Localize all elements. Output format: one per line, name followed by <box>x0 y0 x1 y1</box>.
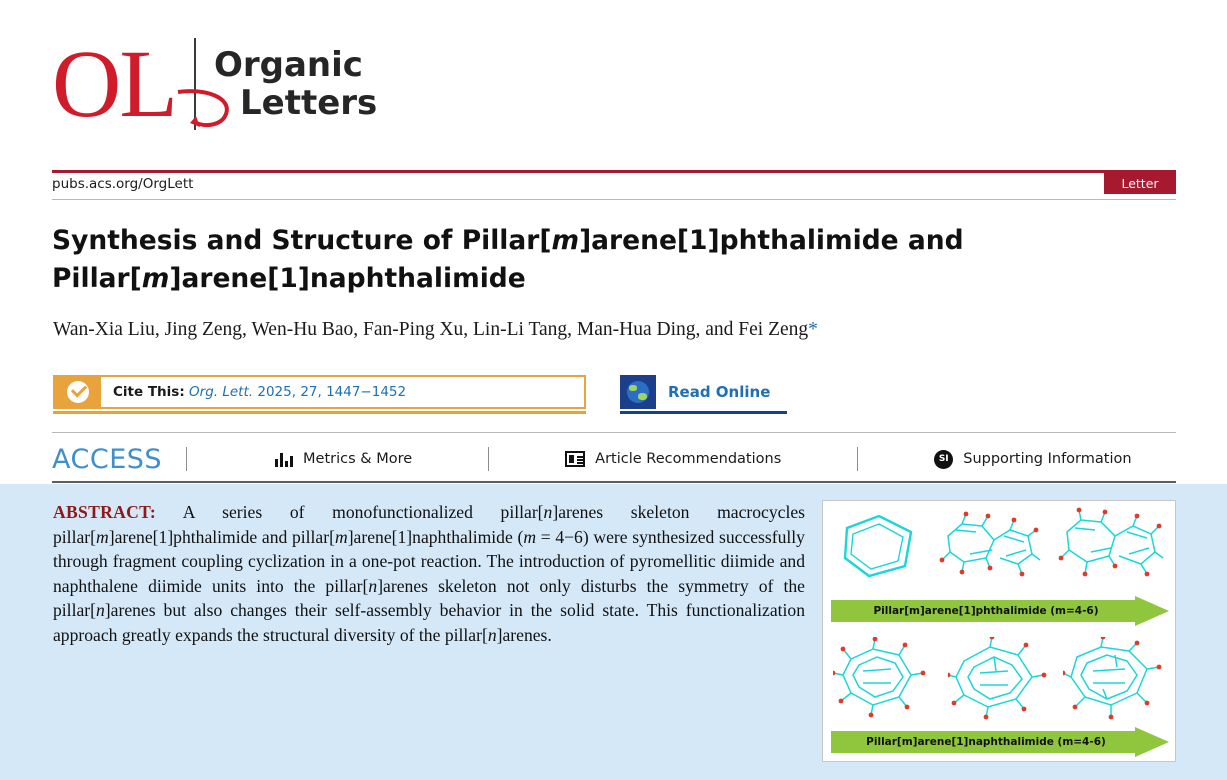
abstract-italic-n-3: n <box>96 600 105 621</box>
title-italic-m-1: m <box>551 225 580 256</box>
toc-top-arrow-wrap <box>831 596 1169 626</box>
access-divider-2 <box>488 447 489 471</box>
abstract-body-2: ]arenes skeleton macrocycles pillar[ <box>53 502 805 547</box>
toc-bottom-structures <box>827 636 1173 722</box>
page-title <box>52 222 1082 298</box>
journal-name-line1: Organic <box>213 45 363 85</box>
title-part-1: Synthesis and Structure of Pillar[ <box>52 225 552 256</box>
masthead-rule <box>52 170 1176 173</box>
supporting-information-link[interactable] <box>934 450 1131 469</box>
supporting-information-icon <box>934 450 953 469</box>
crystal-structure-3 <box>833 637 937 721</box>
abstract-italic-m-3: m <box>523 526 537 547</box>
abstract-body-7: ]arenes but also changes their self-assembly behavior in the solid state. This functionalization approach greatly expands the structural diversity of the pillar[ <box>53 600 805 645</box>
si-badge: SI <box>934 450 953 469</box>
abstract-body-5: = 4−6) were synthesized successfully through fragment coupling cyclization in a one-pot reaction. The introduction of pyromellitic diimide and naphthalene diimide units into the pillar[ <box>53 526 805 596</box>
access-bar <box>52 440 1176 478</box>
cite-citation-rest: 2025, 27, 1447−1452 <box>257 384 407 400</box>
access-divider-3 <box>857 447 858 471</box>
abstract-italic-n-2: n <box>368 575 378 596</box>
url-rule <box>52 199 1176 200</box>
toc-bottom-arrow-label: Pillar[m]arene[1]naphthalimide (m=4-6) <box>866 736 1106 748</box>
cite-this-text <box>101 384 406 400</box>
abstract-heading: ABSTRACT: <box>53 502 157 522</box>
article-recommendations-link[interactable] <box>565 451 781 467</box>
corresponding-author-marker: * <box>808 319 818 340</box>
title-part-3: Pillar[ <box>52 263 142 294</box>
cite-this-label: Cite This: <box>113 384 185 400</box>
globe-icon <box>620 375 656 409</box>
abstract-body-3: ]arene[1]phthalimide and pillar[ <box>108 526 335 547</box>
abstract-body-4: ]arene[1]naphthalimide ( <box>347 526 524 547</box>
access-rule-top <box>52 432 1176 433</box>
metrics-and-more-label: Metrics & More <box>303 451 413 467</box>
article-recommendations-icon <box>565 451 585 467</box>
cite-reference <box>189 384 406 400</box>
bar-chart-icon <box>275 452 293 467</box>
journal-logo-ol: OL <box>52 30 176 137</box>
cite-this-button[interactable] <box>53 375 586 409</box>
article-type-badge: Letter <box>1104 172 1176 194</box>
journal-name-line2: Letters <box>239 83 378 123</box>
abstract-italic-m-2: m <box>334 526 348 547</box>
crystal-structure-1 <box>936 506 1046 590</box>
abstract-italic-n-1: n <box>543 502 553 522</box>
crystal-structure-5 <box>1063 637 1167 721</box>
crystal-structure-2 <box>1057 506 1167 590</box>
title-part-2: ]arene[1]phthalimide and <box>579 225 964 256</box>
read-online-button[interactable] <box>620 375 787 409</box>
author-list <box>53 319 1173 341</box>
cite-journal-abbrev: Org. Lett. <box>189 384 254 400</box>
macrocycle-outline-structure <box>833 506 925 590</box>
journal-name <box>214 46 377 122</box>
journal-url[interactable]: pubs.acs.org/OrgLett <box>52 176 194 192</box>
access-rule-bottom <box>52 481 1176 483</box>
abstract-body-1: A series of monofunctionalized pillar[ <box>156 502 544 522</box>
toc-graphic <box>822 500 1176 762</box>
toc-bottom-arrow-wrap <box>831 727 1169 757</box>
toc-top-panel <box>823 501 1176 632</box>
access-divider-1 <box>186 447 187 471</box>
abstract-body-8: ]arenes. <box>496 624 552 645</box>
article-recommendations-label: Article Recommendations <box>595 451 782 467</box>
abstract-italic-m-1: m <box>96 526 109 547</box>
title-part-4: ]arene[1]naphthalimide <box>169 263 526 294</box>
cite-check-icon <box>55 377 101 407</box>
read-online-underline <box>620 411 787 414</box>
toc-top-structures <box>827 505 1173 591</box>
title-italic-m-2: m <box>141 263 170 294</box>
crystal-structure-4 <box>948 637 1052 721</box>
toc-bottom-panel <box>823 632 1176 762</box>
author-names: Wan-Xia Liu, Jing Zeng, Wen-Hu Bao, Fan-Ping Xu, Lin-Li Tang, Man-Hua Ding, and Fei Zeng <box>53 319 809 340</box>
read-online-label: Read Online <box>668 383 771 401</box>
metrics-and-more-link[interactable] <box>275 451 412 467</box>
logo-swirl-icon <box>176 86 236 132</box>
access-label: ACCESS <box>52 443 163 475</box>
toc-top-arrow-label: Pillar[m]arene[1]phthalimide (m=4-6) <box>873 605 1099 617</box>
abstract-text <box>53 500 805 648</box>
abstract-italic-n-4: n <box>487 624 497 645</box>
abstract-body-6: ]arenes skeleton not only disturbs the symmetry of the pillar[ <box>53 575 805 621</box>
supporting-information-label: Supporting Information <box>963 451 1132 467</box>
cite-this-underline <box>53 411 586 414</box>
